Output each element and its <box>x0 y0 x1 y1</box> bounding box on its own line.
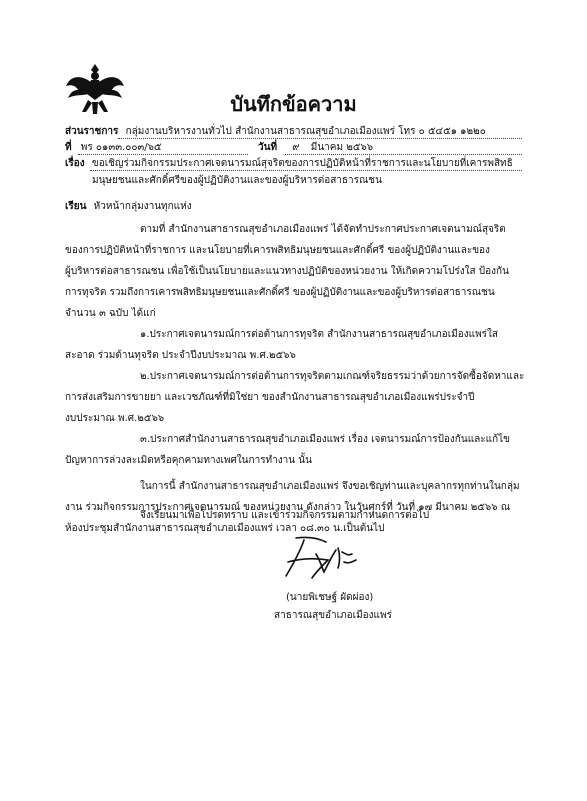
addressee-row <box>65 200 192 213</box>
invite-line: งาน ร่วมกิจกรรมการประกาศเจตนารมณ์ ของหน่วยงาน ดังกล่าว ในวันศุกร์ที่ วันที่ ๑๗ มีนาคม ๒๕๖๖ ณ <box>65 502 511 513</box>
invite-line: ห้องประชุมสำนักงานสาธารณสุขอำเภอเมืองแพร่ เวลา ๐๘.๓๐ น.เป็นต้นไป <box>65 523 385 534</box>
item-3 <box>65 429 545 471</box>
ref-label: ที่ <box>65 142 72 153</box>
signer-name: (นายพิเชษฐ์ ผัดผ่อง) <box>286 592 374 603</box>
intro-paragraph <box>65 219 545 324</box>
closing-line: จึงเรียนมาเพื่อโปรดทราบ และเข้าร่วมกิจกรรมตามกำหนดการต่อไป <box>140 510 430 521</box>
subject-label: เรื่อง <box>65 158 85 169</box>
ref-underline <box>78 154 248 155</box>
item-1 <box>65 324 545 366</box>
intro-line: ของการปฏิบัติหน้าที่ราชการ และนโยบายที่เคารพสิทธิมนุษยชนและศักดิ์ศรี ของผู้ปฏิบัติงานและของ <box>65 245 490 256</box>
agency-underline <box>118 138 522 139</box>
ref-row <box>65 141 162 154</box>
agency-label: ส่วนราชการ <box>65 126 119 137</box>
invite-line: ในการนี้ สำนักงานสาธารณสุขอำเภอเมืองแพร่ จึงขอเชิญท่านและบุคลากรทุกท่านในกลุ่ม <box>140 481 520 492</box>
item-3-line: ๓.ประกาศสำนักงานสาธารณสุขอำเภอเมืองแพร่ เรื่อง เจตนารมณ์การป้องกันและแก้ไข <box>140 434 511 445</box>
signer-position: สาธารณสุขอำเภอเมืองแพร่ <box>274 610 392 621</box>
item-2-line: ๒.ประกาศเจตนารมณ์การต่อต้านการทุจริตตามเกณฑ์จริยธรรมว่าด้วยการจัดซื้อจัดหาและ <box>140 371 525 382</box>
addressee-label-text: เรียน <box>65 201 87 212</box>
item-1-line: สะอาด ร่วมต้านทุจริต ประจำปีงบประมาณ พ.ศ.๒๕๖๖ <box>65 350 296 361</box>
intro-line: การทุจริต รวมถึงการเคารพสิทธิมนุษยชนและศักดิ์ศรี ของผู้ปฏิบัติงานและของผู้บริหารต่อสาธารณชน <box>65 287 495 298</box>
intro-line: ผู้บริหารต่อสาธารณชน เพื่อใช้เป็นนโยบายและแนวทางปฏิบัติของหน่วยงาน ให้เกิดความโปร่งใส ป้องกัน <box>65 266 509 277</box>
item-2-line: การส่งเสริมการขายยา และเวชภัณฑ์ที่มิใช่ยา ของสำนักงานสาธารณสุขอำเภอเมืองแพร่ประจำปี <box>65 392 475 403</box>
handwritten-signature <box>282 532 366 584</box>
subject-line-1: ขอเชิญร่วมกิจกรรมประกาศเจตนารมณ์สุจริตของการปฏิบัติหน้าที่ราชการและนโยบายที่เคารพสิทธิ <box>91 158 513 169</box>
agency-value: กลุ่มงานบริหารงานทั่วไป สำนักงานสาธารณสุขอำเภอเมืองแพร่ โทร ๐ ๕๔๕๑ ๑๒๒๐ <box>125 126 486 137</box>
subject-underline <box>90 170 522 171</box>
intro-line: จำนวน ๓ ฉบับ ได้แก่ <box>65 308 156 319</box>
date-row <box>258 141 373 154</box>
date-underline <box>285 154 522 155</box>
date-label: วันที่ <box>258 142 278 153</box>
item-1-line: ๑.ประกาศเจตนารมณ์การต่อต้านการทุจริต สำนักงานสาธารณสุขอำเภอเมืองแพร่ใส <box>140 329 499 340</box>
subject-line-2: มนุษยชนและศักดิ์ศรีของผู้ปฏิบัติงานและของผู้บริหารต่อสาธารณชน <box>92 175 382 186</box>
intro-line: ตามที่ สำนักงานสาธารณสุขอำเภอเมืองแพร่ ได้จัดทำประกาศประกาศเจตนามณ์สุจริต <box>140 224 506 235</box>
item-2-line: งบประมาณ พ.ศ.๒๕๖๖ <box>65 413 165 424</box>
item-3-line: ปัญหาการล่วงละเมิดหรือคุกคามทางเพศในการทำงาน นั้น <box>65 455 312 466</box>
addressee-value: หัวหน้ากลุ่มงานทุกแห่ง <box>93 201 192 212</box>
invitation-paragraph <box>65 476 545 539</box>
item-2 <box>65 366 545 429</box>
ref-value: พร ๐๑๓๓.๐๐๓/๖๕ <box>80 142 162 153</box>
date-value: มีนาคม ๒๕๖๖ <box>310 142 374 153</box>
document-title: บันทึกข้อความ <box>230 92 357 116</box>
subject-row <box>65 157 513 170</box>
date-day: ๙ <box>292 142 300 153</box>
agency-row <box>65 125 486 138</box>
